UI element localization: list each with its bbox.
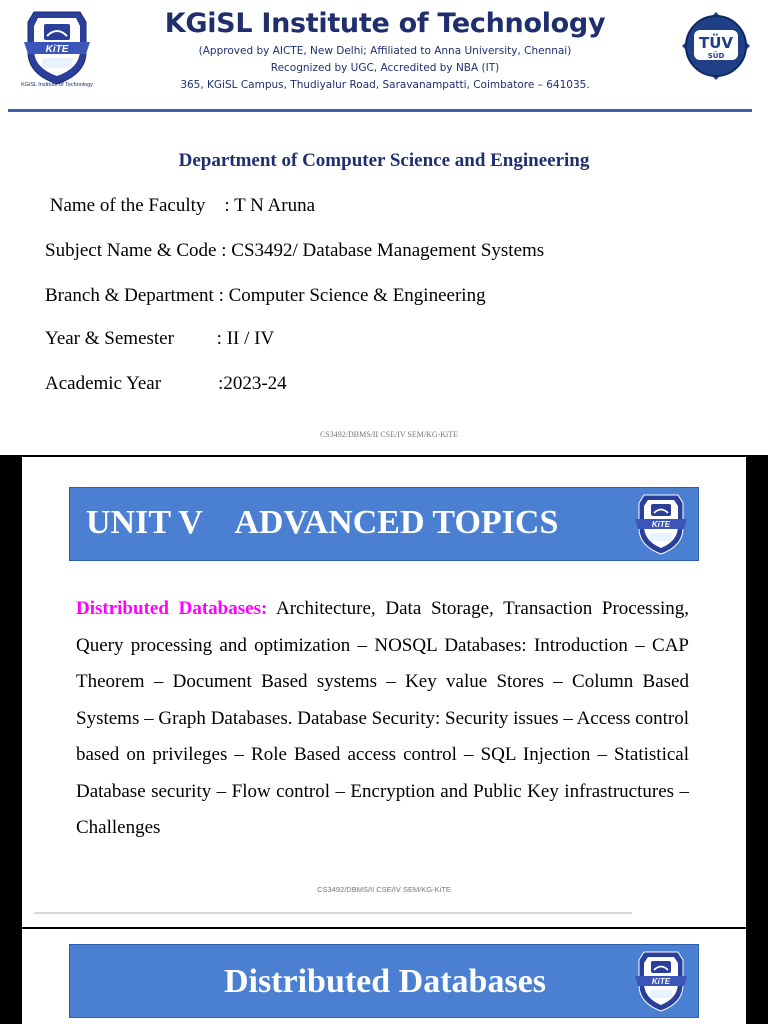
approval-line: (Approved by AICTE, New Delhi; Affiliated to Anna University, Chennai) xyxy=(198,45,572,57)
kite-shield-logo xyxy=(14,8,100,90)
tuv-sud-logo xyxy=(680,10,752,82)
department-heading: Department of Computer Science and Engineering xyxy=(178,150,590,171)
unit-slide xyxy=(22,457,746,927)
header-rule xyxy=(8,109,752,112)
slide-footer: CS3492/DBMS/II CSE/IV SEM/KG-KiTE xyxy=(319,430,459,439)
address-line: 365, KGiSL Campus, Thudiyalur Road, Saravanampatti, Coimbatore – 641035. xyxy=(180,79,590,91)
next-slide-title: Distributed Databases xyxy=(223,963,547,1000)
svg-text:TÜV: TÜV xyxy=(698,34,734,52)
year-semester-line: Year & Semester : II / IV xyxy=(45,328,275,349)
svg-text:KiTE: KiTE xyxy=(45,44,69,55)
logo-caption: KGiSL Institute of Technology xyxy=(21,82,93,88)
unit-title: UNIT V ADVANCED TOPICS xyxy=(86,504,559,541)
next-slide-banner xyxy=(69,944,699,1018)
syllabus-body: Architecture, Data Storage, Transaction Processing, Query processing and optimization – NOSQL Databases: Introduction – CAP Theorem – Document Based systems – Key value Stores – Column Based Systems – Graph Databases. Database Security: Security issues – Access control based on privileges – Role Based access control – SQL Injection – Statistical Database security – Flow control – Encryption and Public Key infrastructures – Challenges xyxy=(76,598,689,838)
syllabus-text xyxy=(76,591,689,847)
branch-line: Branch & Department : Computer Science & Engineering xyxy=(45,285,486,306)
svg-text:KiTE: KiTE xyxy=(651,520,671,529)
slide-footer: CS3492/DBMS/II CSE/IV SEM/KG-KiTE xyxy=(317,885,451,894)
recognition-line: Recognized by UGC, Accredited by NBA (IT) xyxy=(270,62,500,74)
kite-shield-logo xyxy=(630,492,692,558)
academic-year-line: Academic Year :2023-24 xyxy=(45,373,287,394)
faculty-line: Name of the Faculty : T N Aruna xyxy=(45,195,315,216)
next-slide xyxy=(22,929,746,1024)
unit-banner xyxy=(69,487,699,561)
topic-keyword: Distributed Databases: xyxy=(76,598,268,619)
institute-name: KGiSL Institute of Technology xyxy=(164,8,606,39)
subject-line: Subject Name & Code : CS3492/ Database Management Systems xyxy=(45,240,545,261)
cover-slide xyxy=(0,0,768,455)
svg-text:SÜD: SÜD xyxy=(707,52,725,60)
kite-shield-logo xyxy=(630,949,692,1015)
svg-text:KiTE: KiTE xyxy=(651,977,671,986)
slide-divider xyxy=(34,912,632,914)
